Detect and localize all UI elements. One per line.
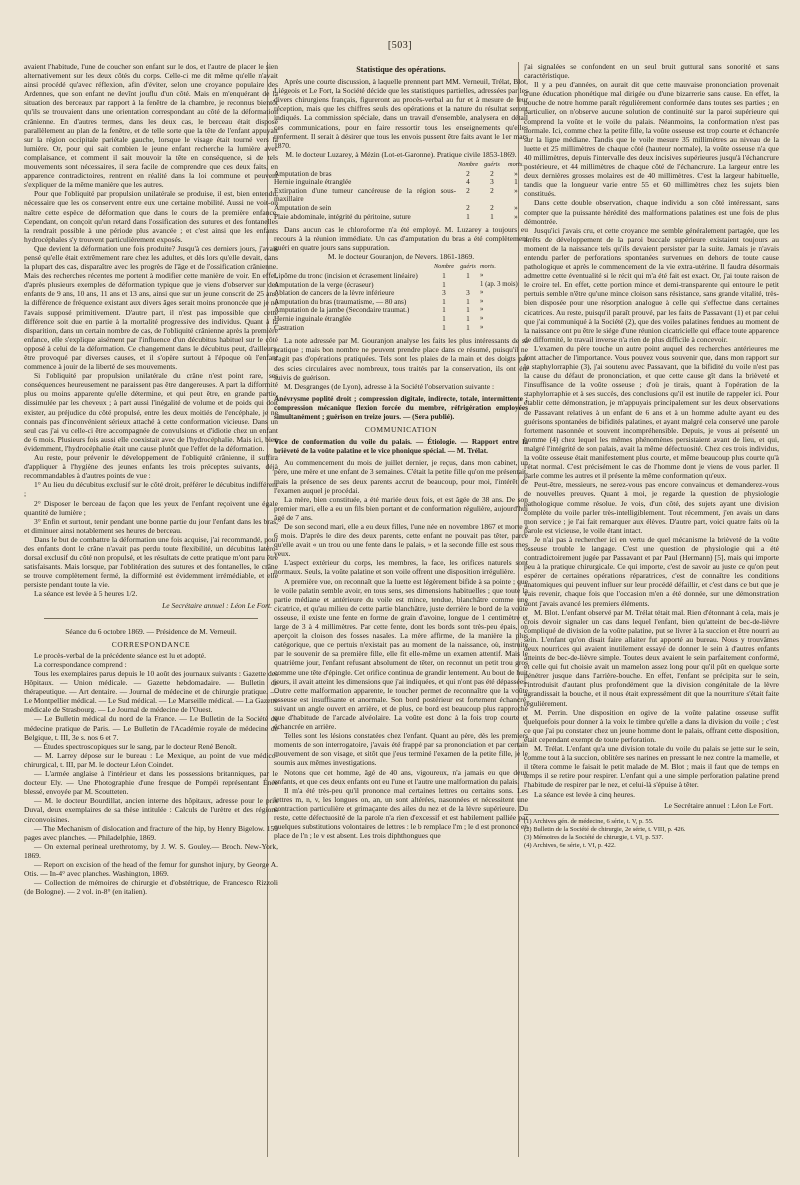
table-header-cell: morts. [480, 263, 496, 271]
operation-count: 1 [442, 279, 446, 289]
operation-cured: 2 [490, 202, 494, 212]
correspondence-heading: CORRESPONDANCE [111, 639, 191, 649]
operation-deaths: » [480, 272, 484, 280]
col3-paragraph: Il y a peu d'années, on aurait dit que cette mauvaise prononciation provenait d'une éducation phonétique mal dirigée ou d'une bizarrerie sans cause. En effet, la bouche de notre homme paraît régulièrement conformée dans toutes ses parties ; en particulier, on n'observe aucune solution de continuité sur la paroi supérieure qui comprend la voûte et le voile du palais. Néanmoins, la conformation n'est pas normale. Ici, comme chez la petite fille, la voûte osseuse est trop courte et échancrée sur la ligne médiane. Tandis que le voile mesure 35 millimètres au niveau de la luette et 25 millimètres de chaque côté (hauteur normale), la voûte osseuse n'a que 40 millimètres, depuis l'intervalle des deux incisives supérieures jusqu'à l'échancrure postérieure, et 44 millimètres de chaque côté de l'échancrure. La largeur entre les deux dernières grosses molaires est de 40 millimètres. C'est la largeur habituelle, tandis que la longueur varie entre 55 et 60 millimètres chez les sujets bien constitués. [524, 80, 779, 199]
col3-paragraph: Jusqu'ici j'avais cru, et cette croyance me semble généralement partagée, que les arrêts de développement de la paroi buccale supérieure existaient toujours au moment de la naissance tels qu'ils devaient persister par la suite. Jamais je n'avais entendu parler de perforations spontanées survenues en dehors de toute cause pathologique et après le commencement de la vie extra-utérine. Il faudra désormais admettre cette éventualité si le récit qui m'a été fait est exact. Or, j'ai toute raison de le croire tel. En effet, cette portion mince et demi-transparente qui entoure le petit pertuis semble n'être qu'une mince cloison sans résistance, sans grande vitalité, très-bien disposée pour une résorption analogue à celle qui s'effectue dans certaines cicatrices. Au reste, puisqu'il paraît prouvé, par les faits de Passavant (1) et par celui que j'ai communiqué à la Société (2), que des voiles palatines fendues au moment de la naissance ont pu être le siége d'une réunion cicatricielle qui efface toute apparence de difformité, le travail inverse n'a rien de plus difficile à concevoir. [524, 225, 779, 344]
operation-cured: 1 [466, 296, 470, 306]
section-divider [44, 618, 258, 619]
footnote: (3) Mémoires de la Société de chirurgie, t. VI, p. 537. [524, 833, 664, 841]
operation-name: Plaie abdominale, intégrité du péritoine, suture [274, 211, 411, 221]
table-header-cell: Nombre [457, 160, 479, 168]
correspondence-paragraph: — M. Larrey dépose sur le bureau : Le Mexique, au point de vue médico-chirurgical, t. III, par M. le docteur Léon Coindet. [24, 750, 278, 769]
operation-cured: 1 [466, 322, 470, 332]
operation-name: Hernie inguinale étranglée [274, 177, 352, 187]
correspondence-paragraph: Le procès-verbal de la précédente séance est lu et adopté. [34, 650, 206, 660]
col2-paragraph: De son second mari, elle a eu deux filles, l'une née en novembre 1867 et morte à 6 mois. D'après le dire des deux parents, cette enfant ne pouvait pas têter, parce qu'elle avait « un trou ou une fente dans le palais, » et la seconde fille est sous mes yeux. [274, 522, 528, 559]
table-row [274, 187, 528, 204]
operation-name: Castration [274, 322, 304, 332]
col3-paragraph: M. Blot. L'enfant observé par M. Trélat tétait mal. Rien d'étonnant à cela, mais je crois devoir signaler un cas dans lequel l'enfant, bien qu'atteint de bec-de-lièvre compliqué de division de la voûte palatine, put se livrer à la succion et être nourri au sein. L'enfant qu'on disait faire allaiter fut apporté au bureau. Nous y trouvâmes deux nourrices qui avaient inutilement essayé de donner le sein à d'autres enfants atteints de bec-de-lièvre simple. Toutes deux avaient le sein parfaitement conformé, et celle qui fut choisie avait un mamelon assez long pour qu'il pût en quelque sorte pénétrer jusque dans l'arrière-bouche. En effet, l'enfant se précipita sur le sein, l'introduisit d'autant plus profondément que la division congénitale de la lèvre agrandissait la bouche, et il nous était expressément dit que la nourriture s'était faite régulièrement. [524, 607, 779, 708]
operation-deaths: » [514, 211, 518, 221]
operation-cured: 1 [490, 211, 494, 221]
session-title: Séance du 6 octobre 1869. — Présidence de M. Verneuil. [65, 626, 237, 636]
operation-count: 2 [466, 202, 470, 212]
operation-name: Amputation de la verge (écraseur) [274, 279, 374, 289]
col3-paragraph: L'examen du père touche un autre point auquel des recherches antérieures me font attacher de l'importance. Vous pouvez vous souvenir que, dans mon rapport sur la staphylorraphie (3), j'ai soutenu avec Passavant, que la bifidité du voile n'est pas la cause du défaut de prononciation, et que cette cause gît dans la brièveté et l'insuffisance de la voûte osseuse ; d'où je tirais, quant à l'opération de la staphylorraphie et à ses succès, des conclusions qu'il est inutile de rappeler ici. Pour établir cette démonstration, je m'appuyais principalement sur les deux observations de Passavant relatives à un enfant de 6 ans et à un homme adulte ayant eu des guérisons spontanées de bifidités palatines, et ayant malgré cela conservé une parole fortement nasonnée et souvent incompréhensible. Depuis, je vous ai présenté un homme (4) chez lequel les mêmes phénomènes persistaient avant de lieu, et qui, malgré l'intégrité de son palais, avait la même défectuosité. Chez ces trois individus, la voûte osseuse était manifestement plus courte, et même beaucoup plus courte qu'à l'état normal. C'est précisément le cas de l'homme dont je viens de vous parler. Il parle comme les autres et il présente la même conformation qu'eux. [524, 343, 779, 481]
col3-paragraph: Peut-être, messieurs, ne serez-vous pas encore convaincus et demanderez-vous de nouvelles preuves. Quant à moi, je regarde la question de physiologie pathologique comme résolue. Je vois, d'un côté, des sujets ayant une division complète du voile parler très-intelligiblement. Tout récemment, j'en avais un dans mon service ; je l'ai fait remarquer aux élèves. D'autre part, voici quatre faits où la parole est vicieuse, le voile étant intact. [524, 480, 779, 535]
correspondence-paragraph: — Collection de mémoires de chirurgie et d'obstétrique, de Francesco Rizzoli (de Bologne). — 2 vol. in-8° (en italien). [24, 878, 278, 897]
operation-name: Amputation du bras (traumatisme, — 80 ans) [274, 296, 407, 306]
operation-deaths: 1 [514, 177, 518, 187]
table-header-cell: Nombre [433, 263, 455, 271]
correspondence-paragraph: — M. le docteur Bourdillat, ancien interne des hôpitaux, adresse pour le prix Duval, deux exemplaires de sa thèse intitulée : Calculs de l'urètre et des régions circonvoisines. [24, 796, 278, 824]
col2-paragraph: M. Desgranges (de Lyon), adresse à la Société l'observation suivante : [284, 381, 495, 391]
col1-paragraph: La séance est levée à 5 heures 1/2. [34, 589, 138, 599]
operation-count: 1 [442, 305, 446, 315]
operations-table-luzarey [274, 161, 528, 221]
operation-name: Amputation de la jambe (Secondaire traumat.) [274, 305, 410, 315]
communication-heading: COMMUNICATION [364, 425, 438, 435]
operations-table-gouranjon [274, 263, 528, 332]
col2-paragraph: Dans aucun cas le chloroforme n'a été employé. M. Luzarey a toujours eu recours à la réunion immédiate. Un cas d'amputation du bras a été complètement guéri en quatre jours sans suppuration. [274, 225, 528, 253]
operation-cured: 2 [490, 168, 494, 178]
footnote: (4) Archives, 6e série, t. VI, p. 422. [524, 841, 616, 849]
col1-paragraph: Dans le but de combattre la déformation une fois acquise, j'ai recommandé, pour des enfants dont le crâne n'avait pas perdu toute flexibilité, un décubitus latéro-dorsal exclusif du côté non propulsé, et les résultats de cette pratique m'ont paru être satisfaisants. Mais lorsque, par l'oblitération des sutures et des fontanelles, le crâne se trouve complètement fermé, la difformité est évidemment irrémédiable, et elle persiste pendant toute la vie. [24, 534, 278, 590]
operation-name: Extirpation d'une tumeur cancéreuse de la région sous-maxillaire [274, 185, 456, 204]
correspondence-paragraph: — On external perineal urethrotomy, by J. W. S. Gouley.— Broch. New-York, 1869. [24, 841, 278, 860]
col1-paragraph: Que devient la déformation une fois produite? Jusqu'à ces derniers jours, j'avais pensé qu'elle était extrêmement rare chez les adultes, et dès lors qu'elle devait, dans la plupart des cas, disparaître avec les progrès de l'âge et de l'ossification crânienne. Mais des recherches récentes me portent à modifier cette manière de voir. En effet, d'après plusieurs exemples de déformation typique que je viens d'observer sur des enfants de 9 ans, 10 ans, 11 ans et 13 ans, ainsi que sur un jeune conscrit de 25 ans, la différence de fréquence existant aux divers âges serait moins prononcée que je ne l'avais supposé primitivement. D'autre part, il n'est pas impossible que cette différence soit due en partie à la mortalité progressive des individus. Quant à la disparition, dans un certain nombre de cas, de l'obliquité crânienne après la première enfance, elle s'explique aisément par l'influence d'un décubitus habituel sur le côté opposé à celui de la déformation. Ce changement dans le décubitus peut, d'ailleurs, être provoqué par diverses causes, et il s'opère surtout à l'époque où l'enfant commence à jouir de la liberté de ses mouvements. [24, 243, 278, 372]
operation-deaths: 1 (ap. 3 mois) [480, 280, 518, 288]
communication-title: Vice de conformation du voile du palais. — Étiologie. — Rapport entre la brièveté de la voûte palatine et le vice phonique spécial. — M. Trélat. [274, 437, 528, 456]
col2-paragraph: Il m'a été très-peu qu'il prononce mal certaines lettres ou certains sons. Les lettres m, n, v, les longues on, an, un sont altérées, nasonnées et nécessitent une contraction particulière et grimaçante des ailes du nez et de la lèvre supérieure. Du reste, cette défectuosité de la parole n'a rien d'excessif et est habilement palliée par quelques substitutions volontaires de lettres : le b remplace l'm ; le d est prononcé en place de l'n ; le v est absent. Les trois diphthongues que [274, 785, 528, 841]
operation-deaths: » [480, 323, 484, 331]
col1-paragraph: 3° Enfin et surtout, tenir pendant une bonne partie du jour l'enfant dans les bras, et diminuer ainsi notablement ses heures de berceau. [24, 516, 278, 535]
footnote: (1) Archives gén. de médecine, 6 série, t. V, p. 55. [524, 817, 654, 825]
correspondence-paragraph: — The Mechanism of dislocation and fracture of the hip, by Henry Bigelow. 150 pages avec planches. — Philadelphie, 1869. [24, 823, 278, 842]
correspondence-paragraph: — Études spectroscopiques sur le sang, par le docteur René Benoît. [34, 741, 237, 751]
col2-paragraph: Après une courte discussion, à laquelle prennent part MM. Verneuil, Trélat, Blot, Liégeois et Le Fort, la Société décide que les statistiques partielles, adressées par les divers chirurgiens français, figureront au procès-verbal au fur et à mesure de leur réception, mais que les chiffres seuls des opérations et la nature du résultat seront indiqués. La commission spéciale, dans un travail d'ensemble, analysera en détail ces communications, pour en faire ressortir tous les enseignements qu'elles renferment. Il serait à désirer que tous les envois pussent être faits avant le 1er mars 1870. [274, 77, 528, 150]
col3-paragraph: La séance est levée à cinq heures. [534, 789, 635, 799]
operation-name: Ablation de cancers de la lèvre inférieure [274, 288, 395, 298]
correspondence-paragraph: La correspondance comprend : [34, 659, 127, 669]
operation-count: 2 [466, 168, 470, 178]
operation-deaths: » [514, 185, 518, 195]
operation-deaths: » [480, 289, 484, 297]
desgranges-observation-title: Anévrysme poplité droit ; compression digitale, indirecte, totale, intermittente ; compression mécanique flexion forcée du membre, réfrigération employées simultanément ; guérison en treize jours. — (Sera publié). [274, 393, 528, 421]
operation-name: Hernie inguinale étranglée [274, 314, 352, 324]
operation-name: Amputation de bras [274, 168, 332, 178]
operation-deaths: » [480, 315, 484, 323]
table-row [274, 315, 528, 324]
col1-paragraph: Si l'obliquité par propulsion unilatérale du crâne n'est point rare, ses conséquences heureusement ne paraissent pas être dangereuses. A part la difformité plus ou moins apparente qu'elle détermine, et qui peut être, en grande partie, dissimulée par les cheveux ; à part aussi l'inégalité de volume et de poids qui doit exister, au préjudice du côté propulsé, entre les deux moitiés de l'encéphale, je ne connais pas d'inconvénient sérieux attaché à cette conformation vicieuse. Dans un seul cas j'ai vu celle-ci être accompagnée de convulsions et d'idiotie chez un enfant de 6 mois. Plusieurs fois aussi elle coexistait avec de l'hydrocéphalie. Mais ici, bien évidemment, l'hydrocéphalie était une cause plutôt que l'effet de la déformation. [24, 371, 278, 453]
operation-count: 2 [466, 185, 470, 195]
operation-count: 1 [442, 296, 446, 306]
col2-paragraph: Telles sont les lésions constatées chez l'enfant. Quant au père, dès les premiers moments de son interrogatoire, j'avais été frappé par sa prononciation et par certain mouvement de son visage, et sitôt que j'eus terminé l'examen de la petite fille, je le soumis aux mêmes investigations. [274, 731, 528, 768]
operation-name: Lipôme du tronc (incision et écrasement linéaire) [274, 271, 418, 281]
operation-cured: 1 [466, 271, 470, 281]
operation-count: 1 [442, 314, 446, 324]
operation-cured: 3 [490, 177, 494, 187]
correspondence-paragraph: — L'armée anglaise à l'intérieur et dans les possessions britanniques, par le docteur Ely. — Une Photographie d'une fresque de Pompéi représentant Énée blessé, envoyée par M. Scoutteten. [24, 769, 278, 797]
table-header-cell: guéris [484, 160, 500, 168]
col1-paragraph: 1° Au lieu du décubitus exclusif sur le côté droit, préférer le décubitus indifférent ; [24, 480, 278, 499]
correspondence-paragraph: — Le Bulletin médical du nord de la France. — Le Bulletin de la Société de médecine pratique de Paris. — Le Bulletin de l'Académie royale de médecine de Belgique, t. III, 3e s. nos 6 et 7. [24, 714, 278, 742]
table-row [274, 324, 528, 333]
footnote: (2) Bulletin de la Société de chirurgie, 2e série, t. VIII, p. 426. [524, 825, 686, 833]
col1-paragraph: Au reste, pour prévenir le développement de l'obliquité crânienne, il suffira d'appliquer à l'hygiène des jeunes enfants les trois préceptes suivants, déjà recommandables à d'autres points de vue : [24, 453, 278, 481]
operation-deaths: » [480, 306, 484, 314]
secretary-signature: Le Secrétaire annuel : Léon Le Fort. [664, 800, 773, 810]
operation-cured: 1 [466, 305, 470, 315]
operation-cured: 1 [466, 314, 470, 324]
column-middle [274, 62, 528, 1157]
operation-deaths: » [480, 297, 484, 305]
col3-paragraph: M. Trélat. L'enfant qu'a une division totale du voile du palais se jette sur le sein, comme tout à la succion, oblitère ses narines en pressant le nez contre la mamelle, et il têtera comme le faisait le petit malade de M. Blot ; mais il faut que de temps en temps il se retire pour respirer. L'enfant qui a une simple perforation palatine prend l'habitude de respirer par le nez, et celui-là s'épuise à têter. [524, 744, 779, 790]
table-header-cell: morts. [508, 160, 524, 168]
correspondence-paragraph: — Report on excision of the head of the femur for gunshot injury, by George A. Otis. — In-4° avec planches. Washington, 1869. [24, 859, 278, 879]
operation-count: 4 [466, 177, 470, 187]
col3-paragraph: Dans cette double observation, chaque individu a son côté intéressant, sans compter que la puissante hérédité des malformations palatines est une fois de plus démontrée. [524, 198, 779, 226]
statistics-heading: Statistique des opérations. [356, 65, 446, 74]
table-row [274, 213, 528, 222]
col1-paragraph: Pour que l'obliquité par propulsion unilatérale se produise, il est, bien entendu, nécessaire que les os conservent entre eux une certaine mobilité. Aussi ne voit-on naître cette espèce de déformation que dans le cours de la première enfance. Cependant, on conçoit qu'un retard dans l'ossification des sutures et des fontanelles la rendrait possible à une période plus avancée ; et c'est ainsi que les enfants hydrocéphales s'y trouvent particulièrement exposés. [24, 189, 278, 244]
operation-name: Amputation de sein [274, 202, 332, 212]
secretary-signature: Le Secrétaire annuel : Léon Le Fort. [162, 600, 272, 610]
col3-paragraph: M. Perrin. Une disposition en ogive de la voûte palatine osseuse suffit quelquefois pour donner à la voix le timbre qu'elle a dans la division du voile ; c'est ce que j'ai pu constater chez un jeune homme dont le palais, offrant cette disposition, était cependant exempt de toute perforation. [524, 707, 779, 744]
col2-paragraph: La mère, bien constituée, a été mariée deux fois, et est âgée de 38 ans. De son premier mari, elle a eu un fils bien portant et de conformation régulière, aujourd'hui âgé de 7 ans. [274, 494, 528, 522]
col2-paragraph: La note adressée par M. Gouranjon analyse les faits les plus intéressants de sa pratique ; mais bon nombre ne peuvent prendre place dans ce résumé, puisqu'il ne s'agit pas d'opérations pratiquées. Tels sont les plaies de la main et des doigts par des scies circulaires avec nombreux, tous traités par la conservation, ils ont été suivis de guérison. [274, 336, 528, 382]
col1-paragraph: 2° Disposer le berceau de façon que les yeux de l'enfant reçoivent une égale quantité de lumière ; [24, 498, 278, 517]
col2-paragraph: A première vue, on reconnaît que la luette est légèrement bifide à sa pointe ; que le voile palatin semble avoir, en tous sens, ses dimensions habituelles ; que toute la partie médiane et antérieure du voile est mince, tendue, blanchâtre comme une cicatrice, et qu'au milieu de cette partie blanchâtre, juste derrière le bord de la voûte osseuse, il existe une fente en forme de grain d'avoine, longue de 1 centimètre et large de 3 à 4 millimètres. Par cette fente, dont les bords sont très-peu épais, on aperçoit la cloison des fosses nasales. La mère affirme, de la manière la plus catégorique, que ce pertuis n'existait pas au moment de la naissance, où, instruite par le souvenir de sa première fille, elle fit elle-même un examen attentif. Mais le quatrième jour, l'enfant refusant absolument de têter, on reconnut un petit trou gros comme une tête d'épingle. Cet orifice continua de grandir lentement. Au bout de huit jours, il avait atteint les dimensions que j'ai indiquées, et qui n'ont pas été dépassées. Outre cette malformation apparente, le toucher permet de reconnaître que la voûte osseuse est insuffisante et anormale. Son bord postérieur est fortement échancré, suivant un angle ouvert en arrière, et de plus, ce bord est beaucoup plus rapproché que d'habitude de l'arcade alvéolaire. La voûte est donc à la fois trop courte et échancrée en arrière. [274, 576, 528, 732]
operation-deaths: » [514, 202, 518, 212]
operation-cured: 3 [466, 288, 470, 298]
page-number: [503] [387, 40, 413, 51]
operation-count: 1 [442, 322, 446, 332]
operation-deaths: » [514, 168, 518, 178]
operation-cured: 2 [490, 185, 494, 195]
col3-paragraph: Je n'ai pas à rechercher ici en vertu de quel mécanisme la brièveté de la voûte osseuse trouble le langage. C'est une question de physiologie qui a été contradictoirement jugée par Passavant et par Paul (Hermann) [5], mais qui importe peu à la pratique chirurgicale. Ce qui importe, c'est de savoir au juste ce qu'on peut espérer de certaines opérations réparatrices, c'est de connaître les conditions anatomiques qui peuvent influer sur leur procédé défaillir, et c'est dans ce but que je vais revenir, chaque fois que l'occasion m'en a été donnée, sur une démonstration dont j'avais avancé les premiers éléments. [524, 534, 779, 608]
col2-paragraph: Au commencement du mois de juillet dernier, je reçus, dans mon cabinet, un père, une mère et une enfant de 3 semaines. C'était la petite fille qu'on me présentait, mais la présence de ses deux parents accrut de beaucoup, pour moi, l'intérêt de l'examen auquel je procédai. [274, 458, 528, 495]
col2-paragraph: L'aspect extérieur du corps, les membres, la face, les orifices naturels sont normaux. Seuls, la voûte palatine et son voile offrent une disposition irrégulière. [274, 558, 528, 577]
operation-count: 1 [442, 271, 446, 281]
col2-paragraph: Notons que cet homme, âgé de 40 ans, vigoureux, n'a jamais eu que deux enfants, et que ces deux enfants ont eu l'une et l'autre une malformation du palais. [274, 767, 528, 786]
col1-paragraph: avaient l'habitude, l'une de coucher son enfant sur le dos, et l'autre de placer le sien alternativement sur les deux côtés du corps. Celle-ci me dit même qu'elle n'avait ainsi procédé qu'avec réflexion, afin d'éviter, selon une croyance populaire des Ardennes, que son enfant ne devînt jouflu d'un côté. Mais en m'enquérant de la situation des berceaux par rapport à la fenêtre de la chambre, je reconnus bientôt qu'ils se trouvaient dans une orientation correspondant au côté de la déformation crânienne. En d'autres termes, dans les deux cas, le berceau était disposé parallèlement au plan de la fenêtre, et de telle sorte que la tête de l'enfant appuyait sur la région occipitale pariétale gauche, lorsque le visage était tourné vers la lumière. Or, pour qui sait combien le jeune enfant recherche la lumière avec complaisance, et comment il sait mouvoir la tête en conséquence, si de tels mouvements sont nécessaires, il sera facile de comprendre que ces deux faits, en apparence contradictoires, rentrent en réalité dans la loi commune et peuvent s'expliquer de la même manière que les autres. [24, 62, 278, 190]
col3-paragraph: j'ai signalées se confondent en un seul bruit guttural sans sonorité et sans caractéristique. [524, 62, 779, 81]
column-right [524, 62, 779, 1157]
surgeon-heading: M. le docteur Gouranjon, de Nevers. 1861-1869. [327, 252, 475, 262]
footnotes [524, 814, 779, 850]
column-left [24, 62, 278, 1157]
table-header-cell: guéris [460, 263, 476, 271]
operation-count: 1 [466, 211, 470, 221]
correspondence-paragraph: Tous les exemplaires parus depuis le 10 août des journaux suivants : Gazette des Hôpitaux. — Union médicale. — Gazette hebdomadaire. — Bulletin de thérapeutique. — Art dentaire. — Journal de médecine et de chirurgie pratique. — Le Montpellier médical. — Le Sud médical. — Le Marseille médical. — La Gazette médicale de Strasbourg. — Le Journal de médecine de l'Ouest. [24, 669, 278, 715]
operation-count: 3 [442, 288, 446, 298]
surgeon-heading: M. le docteur Luzarey, à Mézin (Lot-et-Garonne). Pratique civile 1853-1869. [285, 149, 517, 159]
